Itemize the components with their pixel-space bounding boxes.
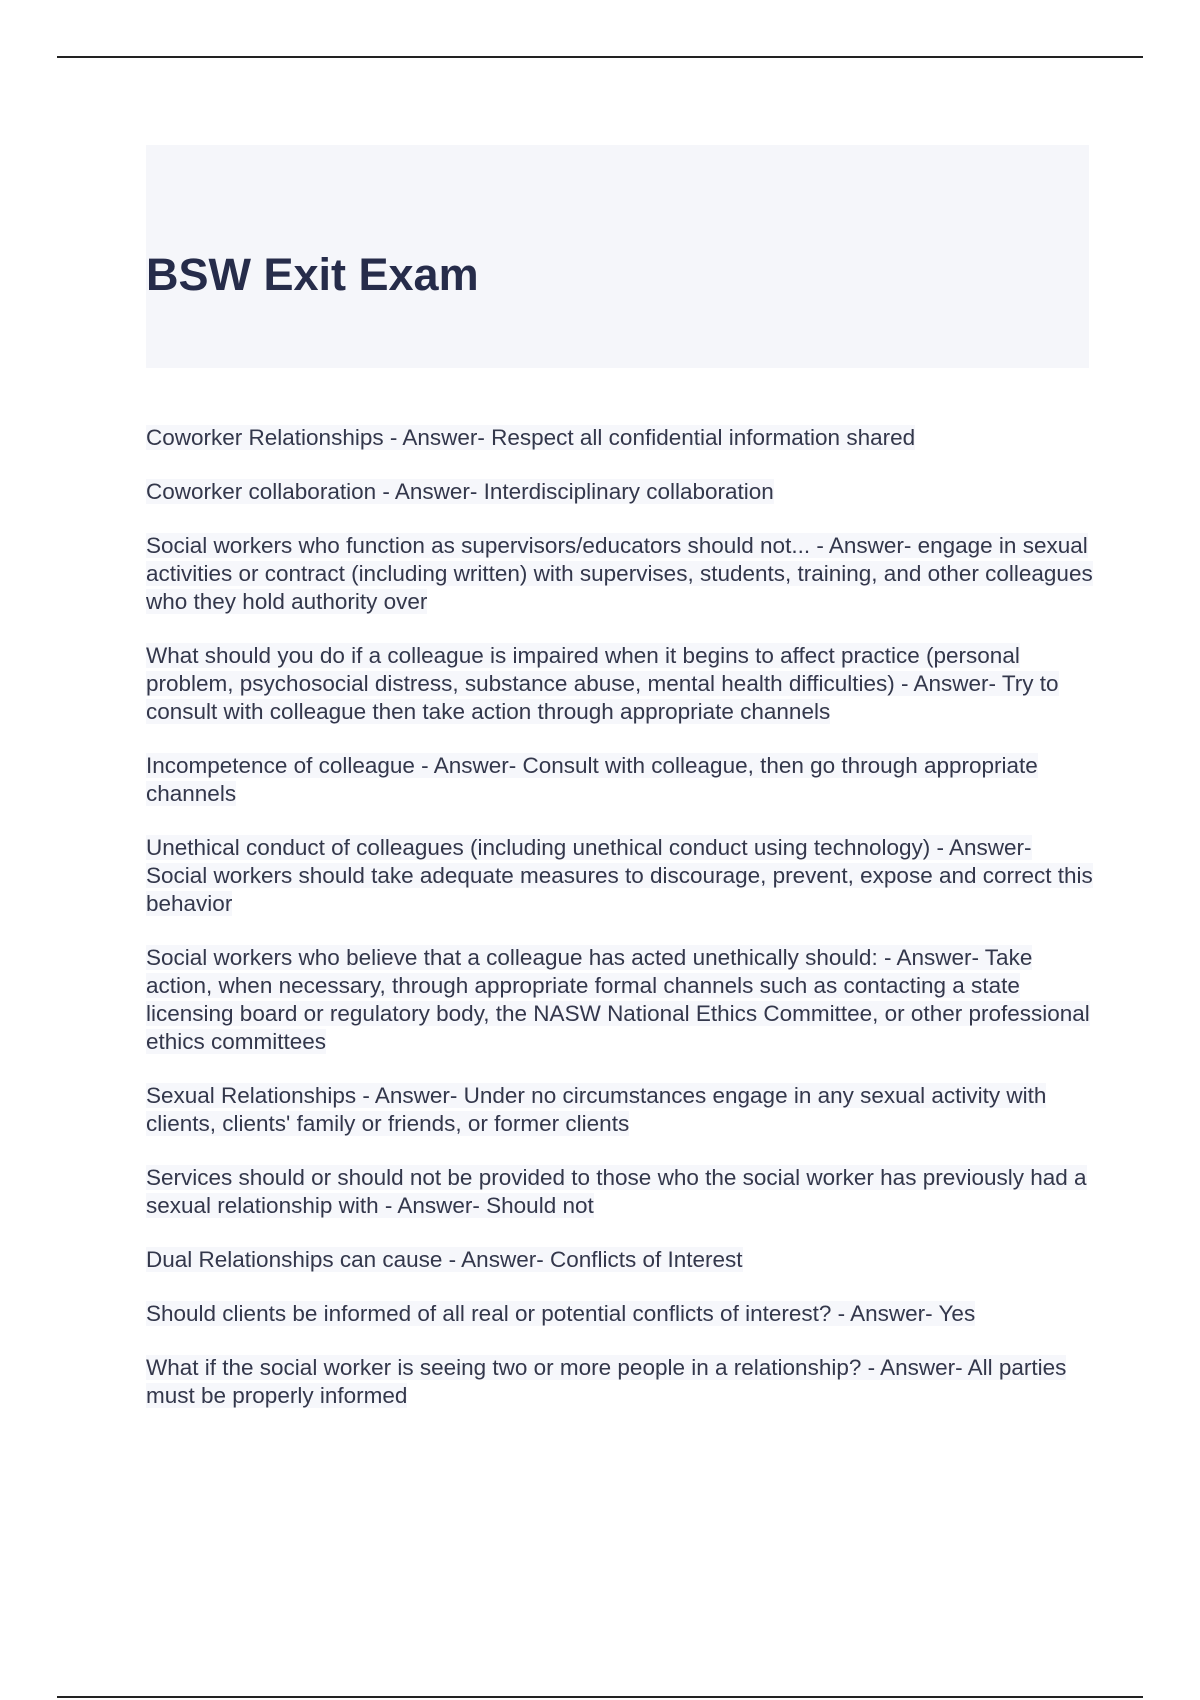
qa-item-10 (146, 1246, 1096, 1274)
qa-item-11 (146, 1300, 1096, 1328)
qa-item-text: Services should or should not be provided to those who the social worker has previously had a sexual relationship with - Answer- Should not (146, 1165, 1087, 1218)
qa-item-7 (146, 944, 1096, 1056)
bottom-rule (57, 1696, 1143, 1698)
qa-item-4 (146, 642, 1096, 726)
qa-item-text: What should you do if a colleague is impaired when it begins to affect practice (personal problem, psychosocial distress, substance abuse, mental health difficulties) - Answer- Try to consult with colleague then take action through appropriate channels (146, 643, 1059, 724)
qa-item-8 (146, 1082, 1096, 1138)
qa-item-text: Social workers who believe that a colleague has acted unethically should: - Answer- Take action, when necessary, through appropriate formal channels such as contacting a state licensing board or regulatory body, the NASW National Ethics Committee, or other professional ethics committees (146, 945, 1090, 1054)
qa-item-text: Dual Relationships can cause - Answer- Conflicts of Interest (146, 1247, 743, 1272)
qa-item-9 (146, 1164, 1096, 1220)
qa-item-5 (146, 752, 1096, 808)
qa-item-text: Should clients be informed of all real or potential conflicts of interest? - Answer- Yes (146, 1301, 976, 1326)
qa-item-text: Coworker collaboration - Answer- Interdisciplinary collaboration (146, 479, 774, 504)
qa-item-text: What if the social worker is seeing two or more people in a relationship? - Answer- All parties must be properly informed (146, 1355, 1067, 1408)
qa-item-text: Social workers who function as supervisors/educators should not... - Answer- engage in sexual activities or contract (including written) with supervises, students, training, and other colleagues who they hold authority over (146, 533, 1093, 614)
qa-item-2 (146, 478, 1096, 506)
qa-item-text: Sexual Relationships - Answer- Under no circumstances engage in any sexual activity with clients, clients' family or friends, or former clients (146, 1083, 1047, 1136)
qa-item-text: Unethical conduct of colleagues (including unethical conduct using technology) - Answer- Social workers should take adequate measures to discourage, prevent, expose and correct this behavior (146, 835, 1093, 916)
document-title: BSW Exit Exam (146, 249, 479, 300)
qa-item-12 (146, 1354, 1096, 1410)
qa-item-6 (146, 834, 1096, 918)
qa-item-3 (146, 532, 1096, 616)
qa-item-1 (146, 424, 1096, 452)
qa-item-text: Coworker Relationships - Answer- Respect all confidential information shared (146, 425, 916, 450)
qa-item-text: Incompetence of colleague - Answer- Consult with colleague, then go through appropriate channels (146, 753, 1038, 806)
qa-list (146, 424, 1096, 1436)
top-rule (57, 56, 1143, 58)
